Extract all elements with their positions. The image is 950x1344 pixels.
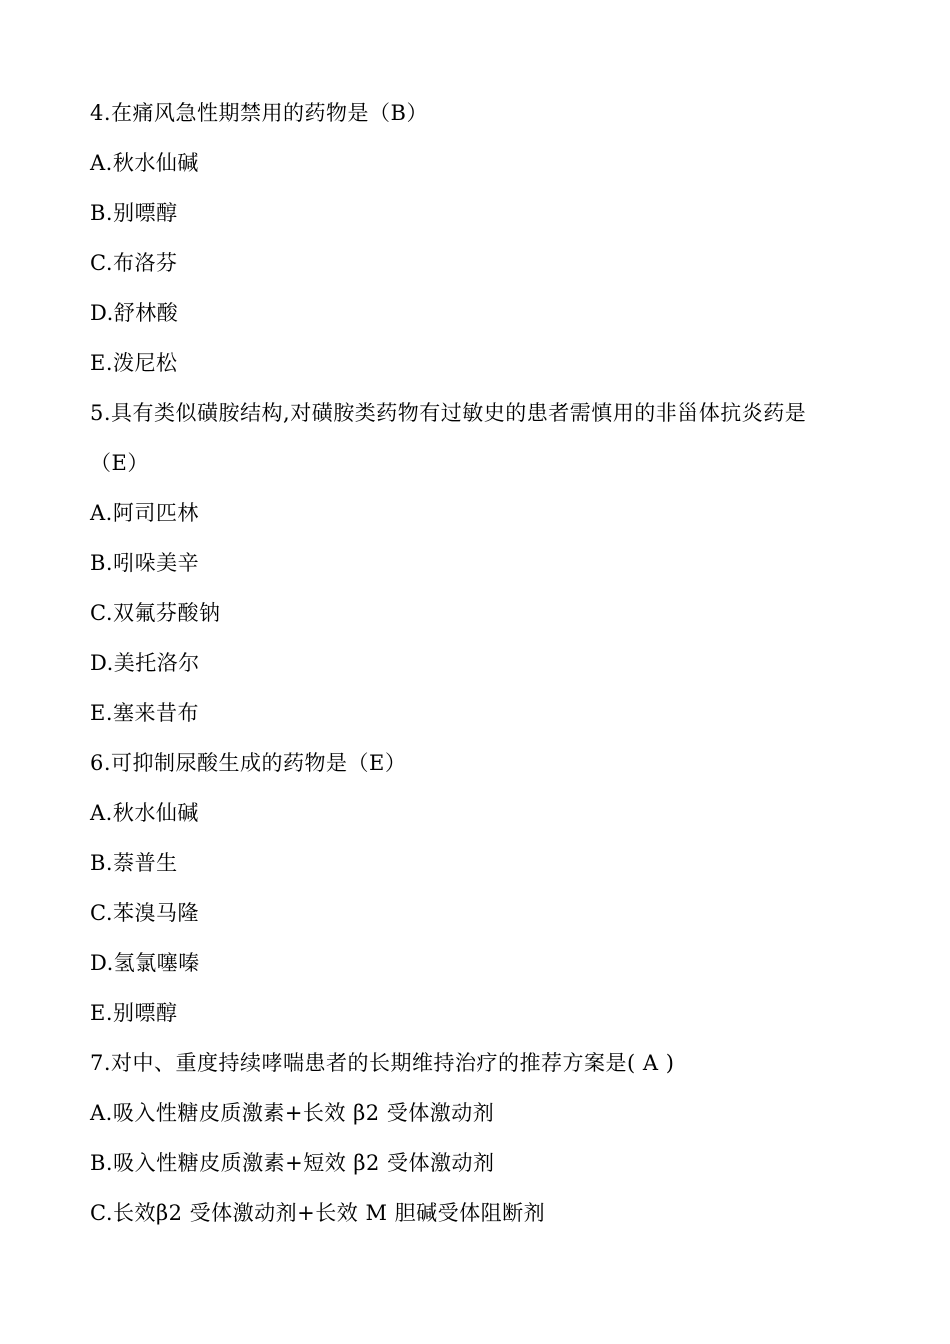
question-4-option-a: A.秋水仙碱 bbox=[90, 151, 199, 175]
question-5-stem: 5.具有类似磺胺结构,对磺胺类药物有过敏史的患者需慎用的非甾体抗炎药是 bbox=[90, 401, 807, 425]
question-6-option-d: D.氢氯噻嗪 bbox=[90, 951, 200, 975]
question-5-option-e: E.塞来昔布 bbox=[90, 701, 200, 725]
question-4-option-e: E.泼尼松 bbox=[90, 351, 178, 375]
question-5-option-a: A.阿司匹林 bbox=[90, 501, 199, 525]
question-5-option-c: C.双氟芬酸钠 bbox=[90, 601, 221, 625]
question-4-option-d: D.舒林酸 bbox=[90, 301, 179, 325]
question-5-stem-continuation: （E） bbox=[90, 451, 149, 475]
question-5-option-d: D.美托洛尔 bbox=[90, 651, 200, 675]
question-list bbox=[90, 88, 870, 1238]
question-6-option-c: C.苯溴马隆 bbox=[90, 901, 199, 925]
question-7-option-c: C.长效β2 受体激动剂+长效 M 胆碱受体阻断剂 bbox=[90, 1201, 546, 1225]
question-6-option-b: B.萘普生 bbox=[90, 851, 178, 875]
question-4-option-b: B.别嘌醇 bbox=[90, 201, 178, 225]
question-7-stem: 7.对中、重度持续哮喘患者的长期维持治疗的推荐方案是( A ) bbox=[90, 1051, 675, 1075]
question-7-option-a: A.吸入性糖皮质激素+长效 β2 受体激动剂 bbox=[90, 1101, 495, 1125]
question-6-stem: 6.可抑制尿酸生成的药物是（E） bbox=[90, 751, 407, 775]
question-6-option-e: E.别嘌醇 bbox=[90, 1001, 178, 1025]
question-6-option-a: A.秋水仙碱 bbox=[90, 801, 199, 825]
question-7-option-b: B.吸入性糖皮质激素+短效 β2 受体激动剂 bbox=[90, 1151, 495, 1175]
question-4-option-c: C.布洛芬 bbox=[90, 251, 178, 275]
question-4-stem: 4.在痛风急性期禁用的药物是（B） bbox=[90, 101, 428, 125]
question-5-option-b: B.吲哚美辛 bbox=[90, 551, 200, 575]
